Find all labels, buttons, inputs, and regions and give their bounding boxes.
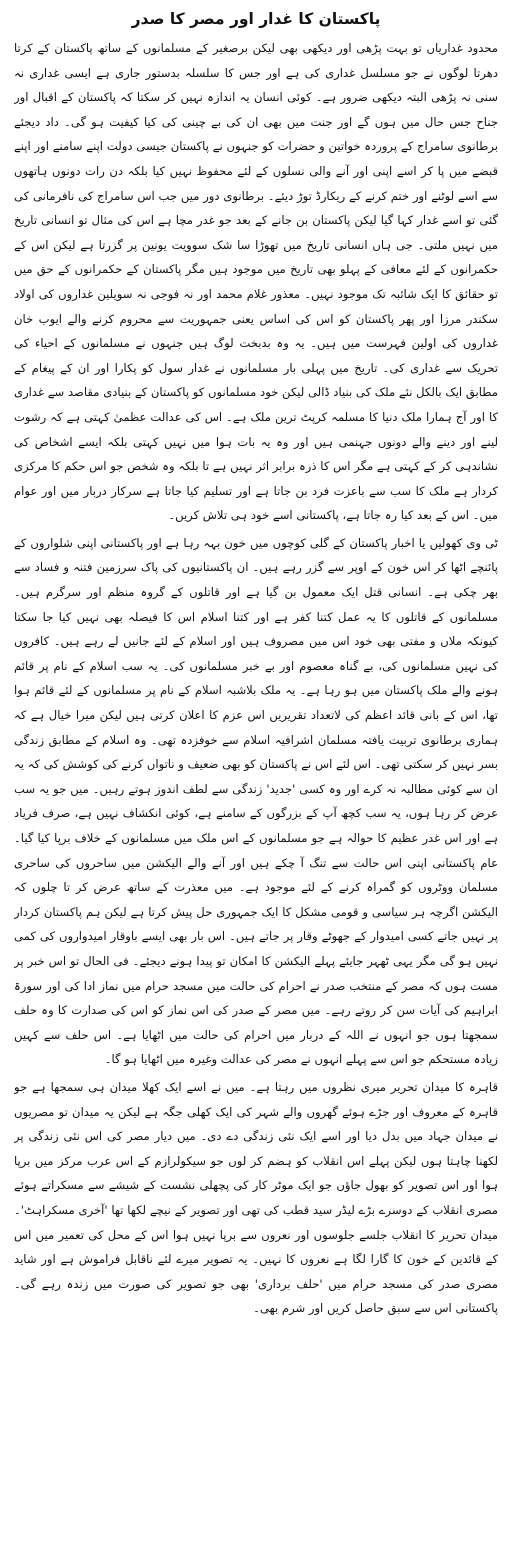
article-body xyxy=(14,36,498,1321)
article-headline: پاکستان کا غدار اور مصر کا صدر xyxy=(131,10,381,28)
article-paragraph-2: ٹی وی کھولیں یا اخبار پاکستان کے گلی کوچوں میں خون بہہ رہا ہے اور پاکستانی اپنی شلواروں کے پائنچے اٹھا کر اس خون کے اوپر سے گزر رہے ہیں۔ ان پاکستانیوں کی پاک سرزمین فتنہ و فساد سے بھر چکی ہے۔ انسانی قتل ایک معمول بن گیا ہے اور قاتلوں کے گروہ منظم اور سرگرم ہیں۔ مسلمانوں کے قاتلوں کا یہ عمل کتنا کفر ہے اور کتنا اسلام اس کا فیصلہ بھی نہیں کیا جا سکتا کیونکہ ملاں و مفتی بھی خود اس میں مصروف ہیں اور اسلام کے لئے جانیں لے رہے ہیں۔ کافروں کی نہیں مسلمانوں کی، بے گناہ معصوم اور بے خبر مسلمانوں کی۔ یہ سب اسلام کے نام پر قائم ہونے والے ملک پاکستان میں ہو رہا ہے۔ یہ ملک بلاشبہ اسلام کے نام پر مسلمانوں کے لئے قائم ہوا تھا، اس کے بانی قائد اعظم کی لاتعداد تقریریں اس عزم کا اعلان کرتی ہیں لیکن میرا خیال ہے کہ ہماری برطانوی تربیت یافتہ مسلمان اشرافیہ اسلام سے خوفزدہ تھی۔ وہ اسلام کے مطابق زندگی بسر نہیں کر سکتی تھی۔ اس لئے اس نے پاکستان کو بھی ضعیف و ناتواں کرنے کی کوشش کی کہ یہ ان سے کوئی مطالبہ نہ کرے اور وہ کسی 'جدید' زندگی سے لطف اندوز ہوتے رہیں۔ میں جو یہ سب عرض کر رہا ہوں، یہ سب کچھ آپ کے بزرگوں کے سامنے ہے، کوئی انکشاف نہیں ہے، صرف فریاد ہے اور اس غدر عظیم کا حوالہ ہے جو مسلمانوں کے اس ملک میں مسلمانوں کے خلاف برپا کیا گیا۔ عام پاکستانی اپنی اس حالت سے تنگ آ چکے ہیں اور آنے والے الیکشن میں ساحروں کی ساحری مسلمان ووٹروں کو گمراہ کرنے کے لئے موجود ہے۔ میں معذرت کے ساتھ عرض کر تا چلوں کہ الیکشن اگرچہ ہر سیاسی و قومی مشکل کا ایک جمہوری حل پیش کرتا ہے لیکن ہم پاکستان کردار پر نہیں جاتے کسی امیدوار کے جھوٹے وقار پر جاتے ہیں۔ اس بار بھی ایسے باوقار امیدواروں کی کمی نہیں ہو گی مگر یہی ٹھہر جایئے پہلے الیکشن کا امکان تو پیدا ہونے دیجئے۔ فی الحال تو اس خبر پر مست ہوں کہ مصر کے منتخب صدر نے احرام کی حالت میں مسجد حرام میں نماز ادا کی اور سورۃ ابراہیم کی آیات سن کر روتے رہے۔ میں مصر کے صدر کی اس نماز کو اس کی صدارت کا وہ حلف سمجھتا ہوں جو انہوں نے اللہ کے دربار میں احرام کی حالت میں اٹھایا ہے۔ اس حلف سے کہیں زیادہ مستحکم جو اس سے پہلے انہوں نے مصر کی عدالت وغیرہ میں اٹھایا ہو گا۔ xyxy=(14,535,498,1067)
article-paragraph-3: قاہرہ کا میدان تحریر میری نظروں میں رہتا ہے۔ میں نے اسے ایک کھلا میدان ہی سمجھا ہے جو قاہرہ کے معروف اور جڑے ہوئے گھروں والے شہر کی ایک کھلی جگہ ہے لیکن یہ میدان تو مصریوں نے میدان جہاد میں بدل دیا اور اسے ایک نئی زندگی دے دی۔ میں دیار مصر کی اس نئی زندگی پر لکھنا چاہتا ہوں لیکن پہلے اس انقلاب کو ہضم کر لوں جو سیکولرازم کے اس عرب مرکز میں برپا ہوا اور اس تصویر کو بھول جاؤں جو ایک موٹر کار کی پچھلی نشست کے شیشے سے مسکراتے ہوئے مصری انقلاب کے دوسرے بڑے لیڈر سید قطب کی تھی اور تصویر کے نیچے لکھا تھا 'آخری مسکراہٹ'۔ میدان تحریر کا انقلاب جلسے جلوسوں اور نعروں سے برپا نہیں ہوا اس کے محل کی تعمیر میں اس کے قائدین کے خون کا گارا لگا ہے نعروں کا نہیں۔ یہ تصویر میرے لئے ناقابل فراموش ہے اور شاید مصری صدر کی مسجد حرام میں 'حلف برداری' بھی جو تصویر کی صورت میں زندہ رہے گی۔ پاکستانی اس سے سبق حاصل کریں اور شرم بھی۔ xyxy=(14,1079,498,1316)
article-column xyxy=(14,6,498,1546)
article-paragraph-1: محدود غداریاں تو بہت پڑھی اور دیکھی بھی لیکن برصغیر کے مسلمانوں کے ساتھ پاکستان کے کرتا دھرتا لوگوں نے جو مسلسل غداری کی ہے اور جس کا سلسلہ بدستور جاری ہے ایسی غداری نہ سنی نہ پڑھی البتہ دیکھی ضرور ہے۔ کوئی انسان یہ اندازہ نہیں کر سکتا کہ پاکستان کے اقبال اور جناح جس حال میں ہوں گے اور جنت میں بھی ان کی بے چینی کی کیا کیفیت ہو گی۔ داد دیجئے برطانوی سامراج کے پروردہ خواتین و حضرات کو جنہوں نے پاکستان جیسی دولت اپنے سامنے اور اپنے قبضے میں پا کر اسے اپنی اور آنے والی نسلوں کے لئے محفوظ نہیں کیا بلکہ دن رات دونوں ہاتھوں سے اسے لوٹنے اور ختم کرنے کے ریکارڈ توڑ دیئے۔ برطانوی دور میں جب اس سامراج کی نافرمانی کی گئی تو اسے غدار کہا گیا لیکن پاکستان بن جانے کے بعد جو غدر مچا ہے اس کی مثال تو انسانی تاریخ میں نہیں ملتی۔ جی ہاں انسانی تاریخ میں تھوڑا سا شک سوویت یونین پر گزرتا ہے لیکن اس کے حکمرانوں کے لئے معافی کے پہلو بھی تاریخ میں موجود ہیں مگر پاکستان کے حکمرانوں کے حق میں تو حقائق کا ایک شائبہ تک موجود نہیں۔ معذور غلام محمد اور نہ فوجی نہ سویلین غداروں کی اولاد سکندر مرزا اور پھر پاکستان کو اس کی اساس یعنی جمہوریت سے محروم کرنے والے ایوب خان غداروں کی اولین فہرست میں ہیں۔ یہ وہ بدبخت لوگ ہیں جنہوں نے مسلمانوں کے احیاء کی تحریک سے غداری کی۔ تاریخ میں پہلی بار مسلمانوں نے غدار سول کو پکارا اور ان کے پیغام کے مطابق ایک بالکل نئے ملک کی بنیاد ڈالی لیکن خود مسلمانوں کو پاکستان کے بنیادی مقاصد سے غداری کا اور آج ہمارا ملک دنیا کا مسلمہ کرپٹ ترین ملک ہے۔ اس کی عدالت عظمیٰ کہتی ہے کہ رشوت لینے اور دینے والے دونوں جہنمی ہیں اور وہ یہ بات ہوا میں نہیں کہتی بلکہ ایسے اشخاص کی نشاندہی کر کے کہتی ہے مگر اس کا ذرہ برابر اثر نہیں ہے تا بلکہ وہ شخص جو اس حکم کا مرکزی کردار ہے ملک کا سب سے باعزت فرد بن جاتا ہے اور تسلیم کیا جاتا ہے سرکار دربار میں اور عوام میں۔ اس کے بعد کیا رہ جاتا ہے، پاکستانی اسے خود ہی تلاش کریں۔ xyxy=(14,41,498,523)
